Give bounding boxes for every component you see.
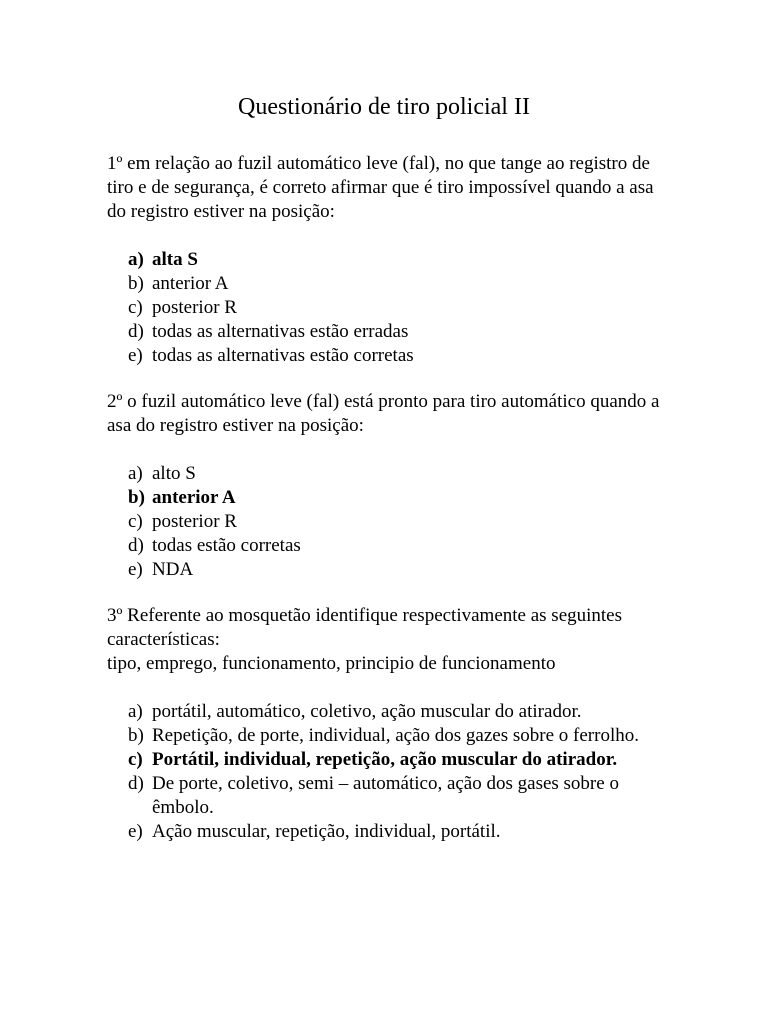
option-text: posterior R: [152, 297, 237, 318]
option-text: todas as alternativas estão erradas: [152, 321, 409, 342]
document-title: Questionário de tiro policial II: [238, 94, 530, 120]
question-1-option-a: [128, 248, 667, 272]
option-text: alto S: [152, 463, 196, 484]
question-2: [107, 390, 667, 606]
option-text: Portátil, individual, repetição, ação muscular do atirador.: [152, 749, 618, 770]
question-2-option-a: [128, 462, 667, 486]
option-letter: a): [128, 701, 143, 722]
option-letter: b): [128, 487, 145, 508]
option-letter: e): [128, 559, 143, 580]
option-text: portátil, automático, coletivo, ação muscular do atirador.: [152, 701, 582, 722]
option-text: todas as alternativas estão corretas: [152, 345, 414, 366]
option-letter: c): [128, 297, 143, 318]
question-3-option-c: [128, 748, 667, 772]
question-2-options: [107, 462, 667, 582]
option-text: NDA: [152, 559, 194, 580]
question-3-options: [107, 700, 667, 844]
question-1: [107, 152, 667, 392]
question-3-option-d: [128, 772, 667, 820]
option-text: alta S: [152, 249, 198, 270]
option-text: De porte, coletivo, semi – automático, ação dos gases sobre o êmbolo.: [152, 773, 619, 818]
question-3: [107, 604, 667, 868]
option-letter: b): [128, 725, 144, 746]
option-text: Repetição, de porte, individual, ação dos gazes sobre o ferrolho.: [152, 725, 639, 746]
question-3-option-e: [128, 820, 667, 844]
option-letter: e): [128, 821, 143, 842]
question-1-option-b: [128, 272, 667, 296]
question-3-stem-fields: tipo, emprego, funcionamento, principio de funcionamento: [107, 653, 556, 674]
option-letter: e): [128, 345, 143, 366]
option-letter: c): [128, 749, 143, 770]
option-text: anterior A: [152, 273, 229, 294]
option-letter: d): [128, 321, 144, 342]
question-1-option-e: [128, 344, 667, 368]
question-2-option-d: [128, 534, 667, 558]
question-1-stem: 1º em relação ao fuzil automático leve (fal), no que tange ao registro de tiro e de segurança, é correto afirmar que é tiro impossível quando a asa do registro estiver na posição:: [107, 153, 654, 222]
option-letter: a): [128, 463, 143, 484]
question-1-options: [107, 248, 667, 368]
question-2-option-e: [128, 558, 667, 582]
option-text: Ação muscular, repetição, individual, portátil.: [152, 821, 501, 842]
question-2-option-c: [128, 510, 667, 534]
question-1-option-d: [128, 320, 667, 344]
option-text: todas estão corretas: [152, 535, 301, 556]
option-text: anterior A: [152, 487, 236, 508]
option-letter: d): [128, 535, 144, 556]
option-letter: a): [128, 249, 144, 270]
question-3-option-b: [128, 724, 667, 748]
option-letter: d): [128, 773, 144, 794]
question-3-option-a: [128, 700, 667, 724]
option-text: posterior R: [152, 511, 237, 532]
question-3-stem: 3º Referente ao mosquetão identifique respectivamente as seguintes características:: [107, 605, 623, 650]
option-letter: b): [128, 273, 144, 294]
question-2-option-b: [128, 486, 667, 510]
question-2-stem: 2º o fuzil automático leve (fal) está pronto para tiro automático quando a asa do registro estiver na posição:: [107, 391, 660, 436]
option-letter: c): [128, 511, 143, 532]
question-1-option-c: [128, 296, 667, 320]
